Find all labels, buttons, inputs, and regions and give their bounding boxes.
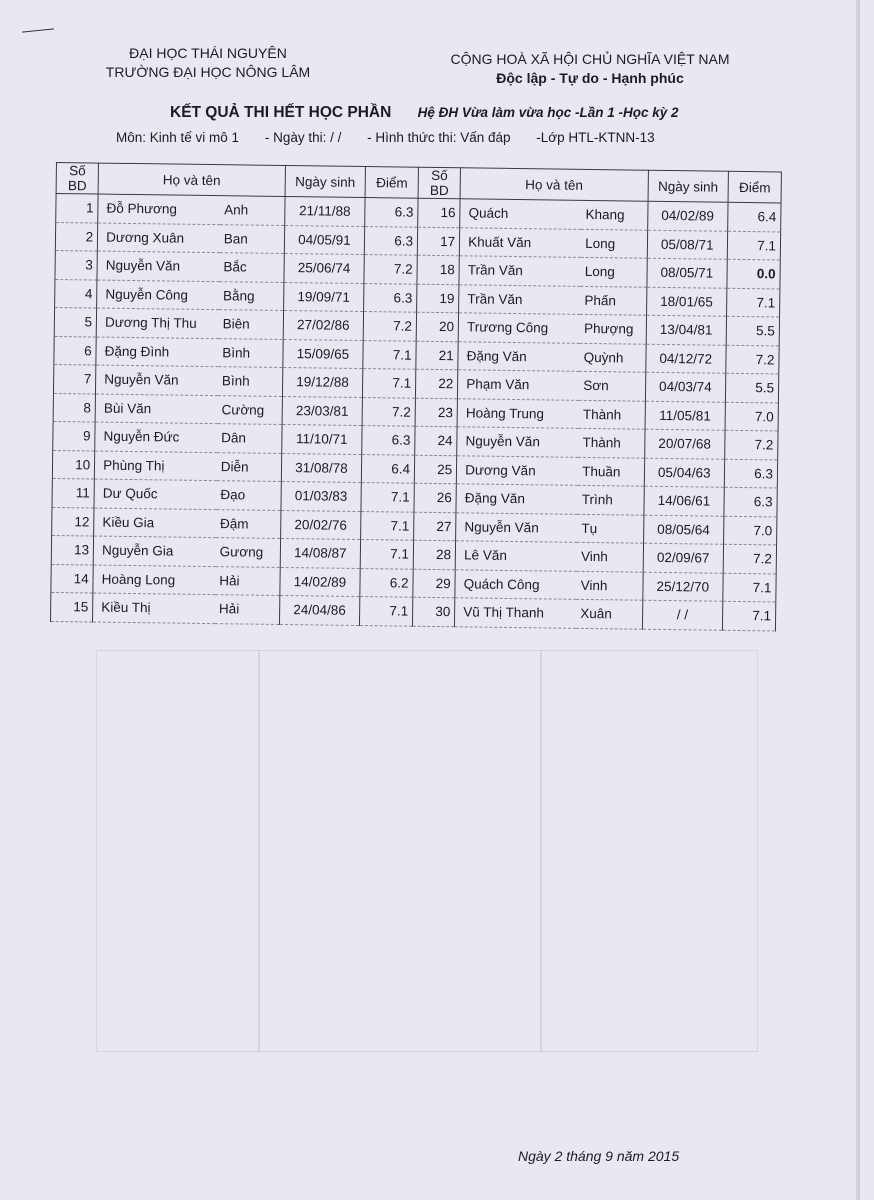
student-dob: 20/02/76 xyxy=(280,510,361,540)
student-dob: 20/07/68 xyxy=(644,429,725,459)
student-number: 15 xyxy=(50,592,93,621)
student-given-name: Long xyxy=(581,257,647,286)
student-surname: Quách xyxy=(460,199,582,229)
student-dob: 15/09/65 xyxy=(282,339,363,369)
student-surname: Đặng Đình xyxy=(96,337,219,367)
student-given-name: Khang xyxy=(581,200,647,229)
student-number: 30 xyxy=(413,597,456,626)
student-given-name: Ban xyxy=(220,224,285,253)
student-score: 7.2 xyxy=(725,430,778,459)
college-name: TRƯỜNG ĐẠI HỌC NÔNG LÂM xyxy=(105,64,311,80)
pen-mark xyxy=(22,28,54,32)
student-surname: Nguyễn Văn xyxy=(456,512,578,542)
header-dob: Ngày sinh xyxy=(648,170,729,202)
student-number: 7 xyxy=(53,364,96,393)
student-given-name: Quỳnh xyxy=(579,343,645,372)
signing-date: Ngày 2 tháng 9 năm 2015 xyxy=(518,1148,680,1164)
student-number: 18 xyxy=(417,255,460,284)
student-given-name: Anh xyxy=(220,196,285,225)
student-score: 5.5 xyxy=(725,373,778,402)
student-score: 6.3 xyxy=(724,487,777,516)
paper-edge xyxy=(856,0,860,1200)
student-number: 17 xyxy=(417,227,460,256)
student-surname: Đỗ Phương xyxy=(98,194,221,224)
student-given-name: Vinh xyxy=(577,542,643,571)
student-number: 9 xyxy=(53,421,96,450)
student-number: 27 xyxy=(414,512,457,541)
student-score: 7.0 xyxy=(724,516,777,545)
national-header xyxy=(440,50,740,88)
student-score: 7.2 xyxy=(726,345,779,374)
student-surname: Khuất Văn xyxy=(460,227,582,257)
student-dob: 21/11/88 xyxy=(284,196,365,226)
student-dob: 05/04/63 xyxy=(644,458,725,488)
header-no: Số BD xyxy=(418,167,461,199)
student-dob: 27/02/86 xyxy=(283,310,364,340)
student-given-name: Trình xyxy=(578,485,644,514)
student-given-name: Diễn xyxy=(217,452,282,481)
student-dob: 18/01/65 xyxy=(646,287,727,317)
student-number: 3 xyxy=(55,250,98,279)
student-given-name: Bằng xyxy=(219,281,284,310)
bleed-through-line xyxy=(258,650,260,1052)
student-surname: Dương Văn xyxy=(457,455,579,485)
student-dob: 08/05/64 xyxy=(643,515,724,545)
student-score: 7.1 xyxy=(363,340,416,369)
student-surname: Phùng Thị xyxy=(94,451,217,481)
student-score: 7.1 xyxy=(361,511,414,540)
student-dob: 04/03/74 xyxy=(645,372,726,402)
student-dob: 25/12/70 xyxy=(642,572,723,602)
student-surname: Trương Công xyxy=(458,313,580,343)
student-dob: 14/06/61 xyxy=(643,486,724,516)
student-number: 11 xyxy=(52,478,95,507)
student-score: 7.2 xyxy=(723,544,776,573)
student-score: 6.4 xyxy=(362,454,415,483)
student-given-name: Dân xyxy=(217,424,282,453)
student-number: 6 xyxy=(54,336,97,365)
student-given-name: Thành xyxy=(579,400,645,429)
student-given-name: Bình xyxy=(218,367,283,396)
student-score: 7.1 xyxy=(360,597,413,626)
student-given-name: Biên xyxy=(219,310,284,339)
student-number: 24 xyxy=(415,426,458,455)
student-dob: 05/08/71 xyxy=(647,230,728,260)
student-dob: 25/06/74 xyxy=(284,253,365,283)
country-name: CỘNG HOÀ XÃ HỘI CHỦ NGHĨA VIỆT NAM xyxy=(450,51,730,67)
student-dob: 11/05/81 xyxy=(645,401,726,431)
student-score: 6.3 xyxy=(364,283,417,312)
student-surname: Kiều Gia xyxy=(94,508,217,538)
student-dob: 24/04/86 xyxy=(279,595,360,625)
student-dob: 01/03/83 xyxy=(281,481,362,511)
student-given-name: Vinh xyxy=(576,571,642,600)
student-dob: 31/08/78 xyxy=(281,453,362,483)
student-surname: Nguyễn Công xyxy=(97,280,220,310)
header-name: Họ và tên xyxy=(460,168,648,201)
university-name: ĐẠI HỌC THÁI NGUYÊN xyxy=(129,45,287,61)
student-number: 4 xyxy=(55,279,98,308)
student-score: 7.1 xyxy=(360,540,413,569)
student-surname: Nguyễn Văn xyxy=(457,427,579,457)
student-surname: Nguyễn Văn xyxy=(97,251,220,281)
student-score: 7.1 xyxy=(723,601,776,630)
student-surname: Đặng Văn xyxy=(458,341,580,371)
student-score: 7.1 xyxy=(723,573,776,602)
title-main: KẾT QUẢ THI HẾT HỌC PHẦN xyxy=(170,104,392,121)
student-dob: 19/09/71 xyxy=(283,282,364,312)
student-given-name: Đạo xyxy=(216,481,281,510)
student-number: 25 xyxy=(414,455,457,484)
student-dob: 04/05/91 xyxy=(284,225,365,255)
student-given-name: Bắc xyxy=(219,253,284,282)
bleed-through-line xyxy=(540,650,542,1052)
student-score: 6.3 xyxy=(724,459,777,488)
header-score: Điểm xyxy=(728,171,781,203)
document-title xyxy=(170,104,678,122)
student-score: 7.1 xyxy=(361,483,414,512)
student-score: 6.3 xyxy=(365,198,418,227)
student-score: 7.2 xyxy=(362,397,415,426)
student-number: 29 xyxy=(413,569,456,598)
student-score: 7.1 xyxy=(727,288,780,317)
title-sub: Hệ ĐH Vừa làm vừa học -Lần 1 -Học kỳ 2 xyxy=(417,105,679,120)
student-dob: 04/02/89 xyxy=(647,201,728,231)
student-given-name: Phấn xyxy=(580,286,646,315)
exam-info xyxy=(116,130,677,145)
student-dob: 23/03/81 xyxy=(282,396,363,426)
class-text: -Lớp HTL-KTNN-13 xyxy=(536,130,655,145)
exam-form-text: - Hình thức thi: Vấn đáp xyxy=(367,130,511,145)
student-surname: Quách Công xyxy=(455,569,577,599)
student-given-name: Bình xyxy=(218,338,283,367)
student-given-name: Hải xyxy=(215,595,280,624)
student-surname: Dương Xuân xyxy=(97,223,220,253)
student-given-name: Thuần xyxy=(578,457,644,486)
national-motto: Độc lập - Tự do - Hạnh phúc xyxy=(496,70,684,86)
student-surname: Bùi Văn xyxy=(95,394,218,424)
student-surname: Nguyễn Văn xyxy=(96,365,219,395)
student-score: 6.2 xyxy=(360,568,413,597)
student-score: 5.5 xyxy=(726,316,779,345)
student-number: 1 xyxy=(56,194,99,223)
student-given-name: Cường xyxy=(217,395,282,424)
student-given-name: Xuân xyxy=(576,599,642,628)
student-score: 0.0 xyxy=(727,259,780,288)
grades-table xyxy=(50,162,782,631)
exam-date-text: - Ngày thi: / / xyxy=(264,130,342,145)
subject-text: Môn: Kinh tế vi mô 1 xyxy=(116,130,240,145)
student-number: 26 xyxy=(414,483,457,512)
student-surname: Vũ Thị Thanh xyxy=(455,598,577,628)
student-number: 12 xyxy=(52,507,95,536)
student-score: 7.0 xyxy=(725,402,778,431)
student-surname: Kiều Thị xyxy=(93,593,216,623)
student-number: 21 xyxy=(416,341,459,370)
header-score: Điểm xyxy=(365,167,418,199)
student-surname: Hoàng Long xyxy=(93,565,216,595)
student-given-name: Đậm xyxy=(216,509,281,538)
student-dob: / / xyxy=(642,600,723,630)
student-surname: Đặng Văn xyxy=(456,484,578,514)
student-number: 13 xyxy=(51,535,94,564)
student-surname: Trần Văn xyxy=(459,284,581,314)
student-number: 20 xyxy=(416,312,459,341)
student-score: 7.2 xyxy=(364,255,417,284)
student-number: 2 xyxy=(55,222,98,251)
student-dob: 19/12/88 xyxy=(282,367,363,397)
bleed-through-table xyxy=(96,650,758,1052)
institution-header xyxy=(88,44,328,82)
student-score: 7.1 xyxy=(727,231,780,260)
header-dob: Ngày sinh xyxy=(285,165,366,197)
student-surname: Phạm Văn xyxy=(458,370,580,400)
student-number: 23 xyxy=(415,398,458,427)
student-surname: Hoàng Trung xyxy=(457,398,579,428)
student-given-name: Phượng xyxy=(580,314,646,343)
student-given-name: Gương xyxy=(216,538,281,567)
student-number: 10 xyxy=(52,450,95,479)
student-surname: Dương Thị Thu xyxy=(96,308,219,338)
student-number: 16 xyxy=(418,198,461,227)
student-score: 6.3 xyxy=(362,426,415,455)
student-given-name: Tụ xyxy=(577,514,643,543)
student-number: 5 xyxy=(54,307,97,336)
student-dob: 11/10/71 xyxy=(281,424,362,454)
student-number: 14 xyxy=(51,564,94,593)
student-given-name: Hải xyxy=(215,566,280,595)
header-name: Họ và tên xyxy=(98,163,285,196)
student-number: 8 xyxy=(53,393,96,422)
header-no: Số BD xyxy=(56,163,99,195)
student-number: 22 xyxy=(416,369,459,398)
student-dob: 14/08/87 xyxy=(280,538,361,568)
student-given-name: Long xyxy=(581,229,647,258)
student-score: 6.4 xyxy=(728,202,781,231)
student-number: 28 xyxy=(413,540,456,569)
student-surname: Lê Văn xyxy=(455,541,577,571)
student-dob: 02/09/67 xyxy=(643,543,724,573)
student-score: 7.1 xyxy=(363,369,416,398)
student-dob: 04/12/72 xyxy=(645,344,726,374)
student-number: 19 xyxy=(417,284,460,313)
student-surname: Dư Quốc xyxy=(94,479,217,509)
student-surname: Nguyễn Đức xyxy=(95,422,218,452)
student-score: 7.2 xyxy=(363,312,416,341)
student-surname: Nguyễn Gia xyxy=(93,536,216,566)
student-dob: 14/02/89 xyxy=(279,567,360,597)
student-score: 6.3 xyxy=(365,226,418,255)
student-given-name: Thành xyxy=(578,428,644,457)
student-dob: 13/04/81 xyxy=(646,315,727,345)
student-dob: 08/05/71 xyxy=(646,258,727,288)
student-given-name: Sơn xyxy=(579,371,645,400)
student-surname: Trần Văn xyxy=(459,256,581,286)
